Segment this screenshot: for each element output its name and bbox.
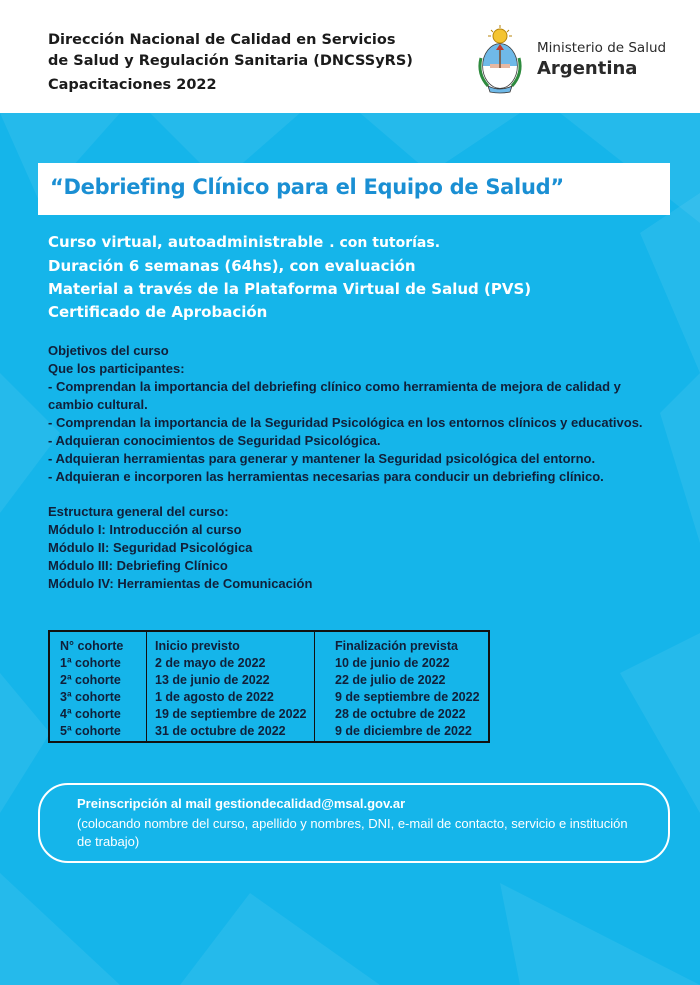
preinscription-instructions: (colocando nombre del curso, apellido y nombres, DNI, e-mail de contacto, servicio e institución de trabajo) (77, 816, 628, 849)
org-name-line1: Dirección Nacional de Calidad en Servicios (48, 32, 396, 48)
table-cell: 31 de octubre de 2022 (155, 724, 286, 738)
structure-heading: Estructura general del curso: (48, 504, 229, 519)
table-cell: 2ª cohorte (60, 673, 121, 687)
table-cell: 3ª cohorte (60, 690, 121, 704)
course-tutoring: . con tutorías. (329, 235, 441, 251)
table-cell: 28 de octubre de 2022 (335, 707, 466, 721)
org-name-line2: de Salud y Regulación Sanitaria (DNCSSyRS) (48, 53, 413, 69)
table-cell: 9 de septiembre de 2022 (335, 690, 480, 704)
module-item: Módulo IV: Herramientas de Comunicación (48, 576, 313, 591)
course-flyer-body (0, 113, 700, 985)
table-cell: 9 de diciembre de 2022 (335, 724, 472, 738)
course-certificate: Certificado de Aprobación (48, 303, 268, 321)
objective-item: - Adquieran herramientas para generar y mantener la Seguridad psicológica del entorno. (48, 451, 596, 466)
organization-block (48, 30, 413, 96)
course-format-line (48, 231, 531, 255)
objective-item: - Adquieran e incorporen las herramientas necesarias para conducir un debriefing clínico. (48, 469, 604, 484)
course-format: Curso virtual, autoadministrable (48, 233, 324, 251)
objectives-section (48, 342, 668, 486)
objectives-heading: Objetivos del curso (48, 343, 169, 358)
start-date-column (147, 632, 315, 741)
table-cell: 1ª cohorte (60, 656, 121, 670)
module-item: Módulo I: Introducción al curso (48, 522, 242, 537)
objectives-intro: Que los participantes: (48, 361, 185, 376)
objective-item: - Adquieran conocimientos de Seguridad Psicológica. (48, 433, 381, 448)
preinscription-box (38, 783, 670, 863)
ministry-name: Ministerio de Salud (537, 40, 667, 56)
course-title: “Debriefing Clínico para el Equipo de Salud” (50, 175, 564, 199)
table-cell: 2 de mayo de 2022 (155, 656, 266, 670)
table-cell: 13 de junio de 2022 (155, 673, 270, 687)
table-cell: 19 de septiembre de 2022 (155, 707, 307, 721)
table-cell: 5ª cohorte (60, 724, 121, 738)
trainings-year: Capacitaciones 2022 (48, 77, 217, 93)
table-cell: 1 de agosto de 2022 (155, 690, 274, 704)
country-name: Argentina (537, 58, 638, 79)
course-material: Material a través de la Plataforma Virtual de Salud (PVS) (48, 280, 532, 298)
end-date-column (315, 632, 488, 741)
objective-item: - Comprendan la importancia de la Seguridad Psicológica en los entornos clínicos y educativos. (48, 415, 643, 430)
module-item: Módulo III: Debriefing Clínico (48, 558, 228, 573)
module-item: Módulo II: Seguridad Psicológica (48, 540, 253, 555)
table-cell: 4ª cohorte (60, 707, 121, 721)
column-header: N° cohorte (60, 639, 124, 653)
objective-item: - Comprendan la importancia del debriefing clínico como herramienta de mejora de calidad y cambio cultural. (48, 379, 621, 412)
argentina-coat-of-arms-icon (474, 22, 526, 96)
course-info (48, 231, 531, 324)
cohort-number-column (50, 632, 147, 741)
course-title-banner (38, 163, 670, 215)
preinscription-email-line: Preinscripción al mail gestiondecalidad@msal.gov.ar (77, 796, 406, 811)
ministry-logo-text (537, 40, 666, 79)
header (0, 0, 700, 113)
column-header: Finalización prevista (335, 639, 458, 653)
structure-section (48, 503, 312, 593)
course-duration: Duración 6 semanas (64hs), con evaluación (48, 257, 416, 275)
column-header: Inicio previsto (155, 639, 240, 653)
table-cell: 10 de junio de 2022 (335, 656, 450, 670)
table-cell: 22 de julio de 2022 (335, 673, 446, 687)
cohort-table (48, 630, 490, 743)
